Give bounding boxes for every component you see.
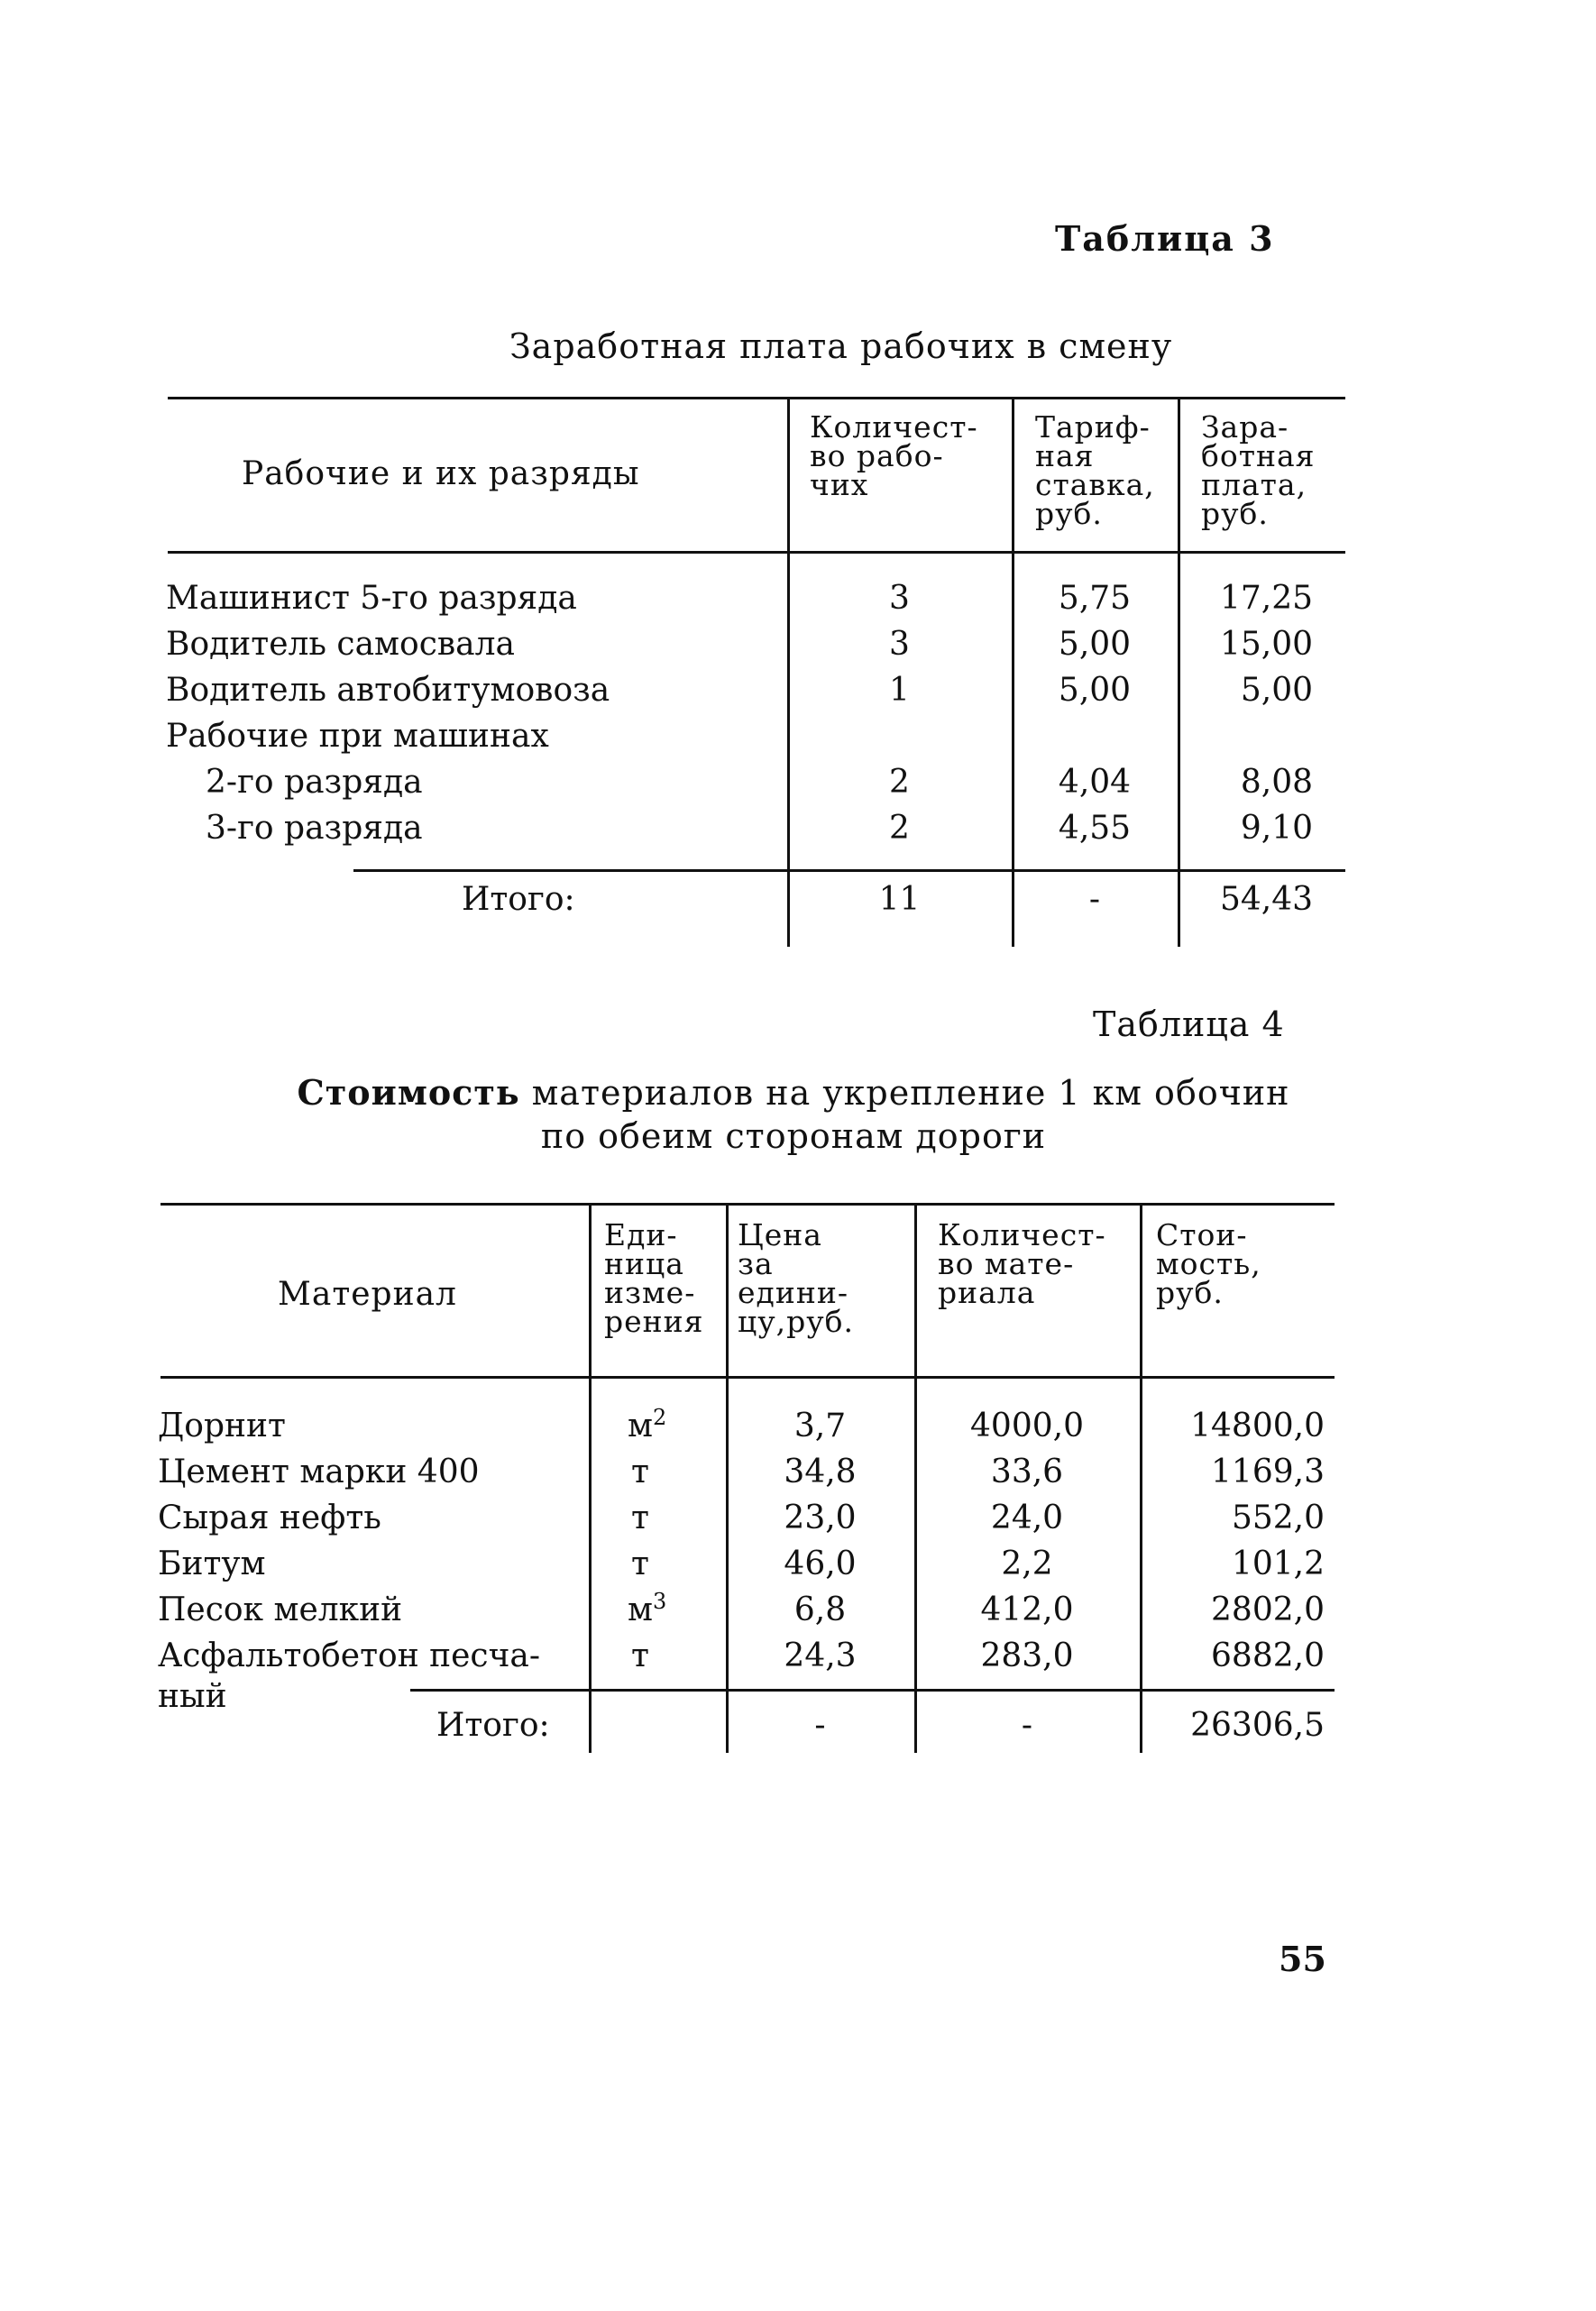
t4-total-qty: - — [1021, 1707, 1033, 1744]
t4-total-cost: 26306,5 — [1190, 1707, 1325, 1744]
t4-row-qty: 2,2 — [1001, 1545, 1053, 1582]
t3-row-wage: 17,25 — [1219, 580, 1313, 617]
t4-top-rule — [161, 1203, 1335, 1206]
t4-header-unit-line: изме- — [604, 1275, 696, 1310]
t4-title-bold: Стоимость — [297, 1072, 520, 1113]
t4-row-name-continuation: ный — [158, 1678, 227, 1715]
t4-row-qty: 4000,0 — [970, 1408, 1084, 1444]
table-4-label: Таблица 4 — [1093, 1004, 1285, 1044]
t4-row-unit — [631, 1541, 649, 1587]
t3-header-rate — [1035, 409, 1155, 531]
t4-row-cost: 2802,0 — [1211, 1591, 1325, 1628]
t3-total-label: Итого: — [462, 881, 575, 918]
t3-row-name: Водитель автобитумовоза — [166, 672, 610, 709]
t3-header-rate-line: Тариф- — [1035, 409, 1151, 445]
t4-row-unit — [628, 1587, 666, 1633]
t4-unit-text: т — [631, 1499, 649, 1536]
t4-header-unit — [604, 1217, 704, 1339]
table-4-title — [162, 1071, 1425, 1158]
t4-row-unit — [628, 1403, 666, 1449]
t3-row-count: 3 — [889, 580, 910, 617]
t3-row-name: 2-го разряда — [206, 764, 423, 801]
t4-total-price: - — [814, 1707, 826, 1744]
t3-header-rule — [168, 551, 1345, 554]
t4-row-unit — [631, 1449, 649, 1495]
t3-header-count-line: чих — [810, 467, 869, 502]
t3-header-workers: Рабочие и их разряды — [242, 455, 640, 492]
t3-row-rate: 5,00 — [1058, 626, 1132, 663]
t4-title-line-1 — [162, 1071, 1425, 1114]
t4-row-cost: 6882,0 — [1211, 1637, 1325, 1674]
t3-header-count-line: во рабо- — [810, 438, 944, 473]
t4-row-unit — [631, 1495, 649, 1541]
t4-header-qty — [938, 1217, 1106, 1310]
t4-row-qty: 24,0 — [990, 1499, 1064, 1536]
t4-row-name: Асфальтобетон песча- — [158, 1637, 541, 1674]
t4-unit-text: м — [628, 1591, 654, 1628]
t4-header-price-line: едини- — [738, 1275, 848, 1310]
t4-header-cost-line: руб. — [1156, 1275, 1224, 1310]
t4-header-material: Материал — [278, 1276, 457, 1313]
t3-row-count: 2 — [889, 810, 910, 847]
t3-row-rate: 4,55 — [1058, 810, 1132, 847]
t4-row-name: Песок мелкий — [158, 1591, 403, 1628]
t4-row-qty: 283,0 — [980, 1637, 1074, 1674]
t4-header-price — [738, 1217, 855, 1339]
t4-row-name: Сырая нефть — [158, 1499, 381, 1536]
t4-unit-sup: 3 — [653, 1589, 667, 1614]
t3-header-wage-line: ботная — [1201, 438, 1316, 473]
t4-row-qty: 33,6 — [990, 1454, 1064, 1490]
t4-row-name: Цемент марки 400 — [158, 1454, 480, 1490]
t3-header-wage — [1201, 409, 1316, 531]
t3-header-count — [810, 409, 978, 502]
page-number: 55 — [1279, 1939, 1326, 1979]
t3-row-rate: 5,75 — [1058, 580, 1132, 617]
t3-row-count: 3 — [889, 626, 910, 663]
t3-row-name: Машинист 5-го разряда — [166, 580, 577, 617]
t4-header-cost — [1156, 1217, 1261, 1310]
t4-header-cost-line: мость, — [1156, 1246, 1261, 1281]
t4-row-cost: 101,2 — [1231, 1545, 1325, 1582]
t3-row-rate: 4,04 — [1058, 764, 1132, 801]
t3-row-name: 3-го разряда — [206, 810, 423, 847]
t4-row-price: 3,7 — [793, 1408, 847, 1444]
t3-row-wage: 15,00 — [1219, 626, 1313, 663]
t3-row-wage: 8,08 — [1240, 764, 1313, 801]
t4-row-name: Дорнит — [158, 1408, 286, 1444]
t3-header-rate-line: ставка, — [1035, 467, 1155, 502]
t4-col-divider-1 — [589, 1203, 592, 1753]
t4-unit-sup: 2 — [653, 1405, 667, 1430]
t3-row-count: 1 — [889, 672, 910, 709]
t3-total-wage: 54,43 — [1219, 881, 1313, 918]
t3-header-wage-line: Зара- — [1201, 409, 1289, 445]
t3-row-name: Рабочие при машинах — [166, 718, 549, 755]
t4-header-qty-line: риала — [938, 1275, 1036, 1310]
t4-row-name: Битум — [158, 1545, 266, 1582]
t4-row-cost: 552,0 — [1231, 1499, 1325, 1536]
t4-row-price: 23,0 — [784, 1499, 857, 1536]
t4-unit-text: т — [631, 1637, 649, 1674]
t4-title-line-2: по обеим сторонам дороги — [540, 1116, 1047, 1156]
t4-header-unit-line: Еди- — [604, 1217, 678, 1252]
t4-row-cost: 1169,3 — [1211, 1454, 1325, 1490]
t3-total-count: 11 — [878, 881, 921, 918]
t3-row-wage: 9,10 — [1240, 810, 1313, 847]
t4-unit-text: т — [631, 1454, 649, 1490]
t3-total-rate: - — [1088, 881, 1101, 918]
t4-header-qty-line: Количест- — [938, 1217, 1106, 1252]
t4-row-price: 24,3 — [784, 1637, 857, 1674]
t4-total-label: Итого: — [436, 1707, 550, 1744]
t3-total-rule — [353, 869, 1345, 872]
t3-header-rate-line: руб. — [1035, 496, 1103, 531]
t4-header-qty-line: во мате- — [938, 1246, 1075, 1281]
t3-row-rate: 5,00 — [1058, 672, 1132, 709]
t4-row-unit — [631, 1633, 649, 1679]
t4-unit-text: м — [628, 1408, 654, 1444]
t3-top-rule — [168, 397, 1345, 399]
t3-header-wage-line: руб. — [1201, 496, 1269, 531]
t4-header-price-line: за — [738, 1246, 774, 1281]
t3-row-count: 2 — [889, 764, 910, 801]
t4-row-price: 6,8 — [793, 1591, 847, 1628]
t4-header-unit-line: ница — [604, 1246, 684, 1281]
t4-header-rule — [161, 1376, 1335, 1379]
t3-row-wage: 5,00 — [1240, 672, 1313, 709]
t4-row-price: 46,0 — [784, 1545, 857, 1582]
t4-header-price-line: Цена — [738, 1217, 822, 1252]
t4-unit-text: т — [631, 1545, 649, 1582]
t4-header-unit-line: рения — [604, 1304, 704, 1339]
t3-header-wage-line: плата, — [1201, 467, 1307, 502]
t4-row-cost: 14800,0 — [1190, 1408, 1325, 1444]
t4-row-price: 34,8 — [784, 1454, 857, 1490]
t4-total-rule — [410, 1689, 1335, 1692]
t4-header-cost-line: Стои- — [1156, 1217, 1248, 1252]
t4-row-qty: 412,0 — [980, 1591, 1074, 1628]
table-3-title: Заработная плата рабочих в смену — [509, 326, 1173, 366]
t3-header-rate-line: ная — [1035, 438, 1095, 473]
table-3-label: Таблица 3 — [1055, 218, 1275, 259]
t3-header-count-line: Количест- — [810, 409, 978, 445]
t4-title-rest: материалов на укрепление 1 км обочин — [519, 1073, 1290, 1113]
t3-row-name: Водитель самосвала — [166, 626, 515, 663]
t4-header-price-line: цу,руб. — [738, 1304, 855, 1339]
